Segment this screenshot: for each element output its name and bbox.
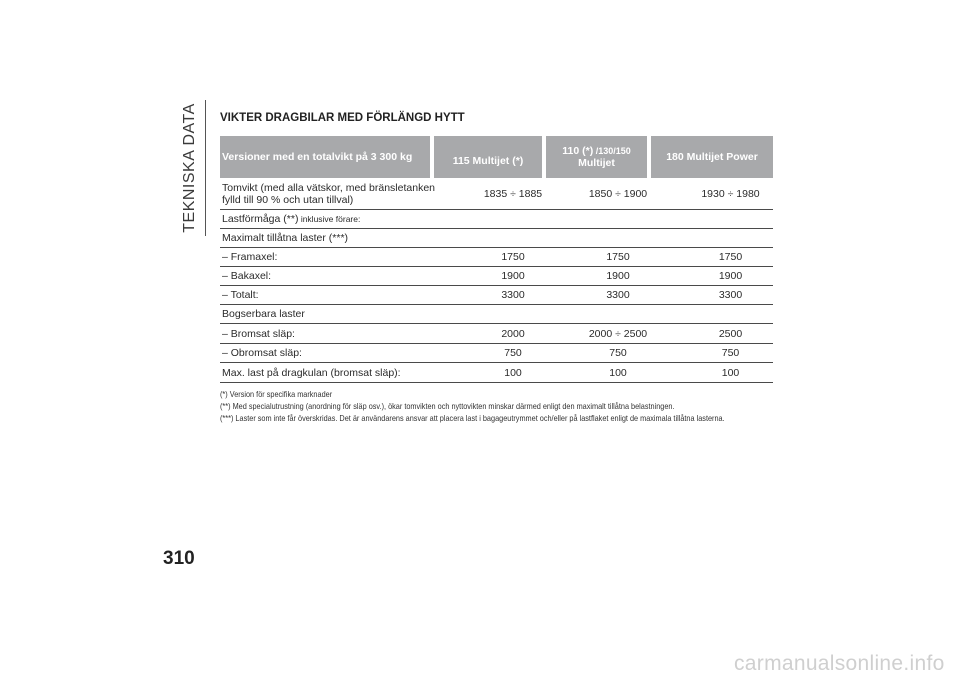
row-label: – Obromsat släp: [222,347,302,359]
cell-180: 750 [721,347,740,359]
cell-115: 2000 [501,327,525,340]
row-label: Bogserbara laster [222,308,305,320]
footnote-2: (**) Med specialutrustning (anordning för släp osv.), ökar tomvikten och nyttovikten minskar därmed enligt den maximalt tillåtna belastningen. [220,401,675,411]
row-label-line1: Tomvikt (med alla vätskor, med bränsletanken [222,181,436,194]
page-title: VIKTER DRAGBILAR MED FÖRLÄNGD HYTT [220,112,465,124]
cell-110: 1750 [606,251,630,263]
cell-115: 1900 [501,270,525,282]
row-label-line2: fylld till 90 % och utan tillval) [222,193,354,206]
cell-180: 1750 [718,251,743,263]
table-row-lastformaga [220,210,773,229]
row-label: – Totalt: [222,289,259,301]
header-115-multijet: 115 Multijet (*) [434,136,542,178]
footnotes [220,388,780,424]
row-label [220,182,468,206]
header-110-line1 [562,145,630,157]
cell-180: 3300 [718,289,743,301]
cell-180: 100 [721,366,740,379]
header-110-line2: Multijet [578,157,615,169]
side-divider [205,100,206,236]
header-110-main: 110 (*) [562,145,594,157]
header-versions: Versioner med en totalvikt på 3 300 kg [220,136,430,178]
table-row-bromsat [220,324,773,344]
table-row-totalt [220,286,773,305]
header-110-small: /130/150 [593,146,631,156]
cell-180: 1930 ÷ 1980 [701,187,760,200]
row-label: Maximalt tillåtna laster (***) [222,232,349,244]
footnote-1: (*) Version för specifika marknader [220,389,333,399]
table-row-obromsat [220,344,773,363]
table-row-bakaxel [220,267,773,286]
table-row-maxlast [220,363,773,383]
cell-110: 1900 [606,270,630,282]
cell-110: 750 [609,347,627,359]
section-side-tab-label: TEKNISKA DATA [181,103,198,233]
header-110-130-150-multijet [546,136,647,178]
table-header [220,136,773,178]
cell-180: 1900 [718,270,743,282]
row-label [220,213,773,225]
row-label-main: Lastförmåga (**) [222,213,299,225]
table-row-framaxel [220,248,773,267]
row-label: – Framaxel: [222,251,278,263]
cell-180: 2500 [718,327,743,340]
row-label: – Bromsat släp: [222,327,295,340]
cell-110: 100 [609,366,627,379]
table-row-bogserbara [220,305,773,324]
cell-115: 100 [504,366,522,379]
header-180-multijet-power: 180 Multijet Power [651,136,773,178]
page-number: 310 [163,548,195,569]
watermark: carmanualsonline.info [734,652,945,675]
cell-110: 1850 ÷ 1900 [588,187,648,200]
row-label: – Bakaxel: [222,270,272,282]
cell-115: 1835 ÷ 1885 [483,187,543,200]
cell-115: 750 [504,347,522,359]
weights-table [220,136,773,383]
cell-115: 3300 [501,289,525,301]
cell-110: 3300 [606,289,630,301]
cell-110: 2000 ÷ 2500 [588,327,648,340]
row-label: Max. last på dragkulan (bromsat släp): [222,366,401,379]
row-label-small: inklusive förare: [298,214,361,224]
section-side-tab [176,100,204,236]
footnote-3: (***) Laster som inte får överskridas. Det är användarens ansvar att placera last i bagageutrymmet och/eller på lastflaket enligt de maximala tillåtna lasterna. [220,413,725,423]
table-row-tomvikt [220,178,773,210]
table-row-maximalt [220,229,773,248]
cell-115: 1750 [501,251,525,263]
